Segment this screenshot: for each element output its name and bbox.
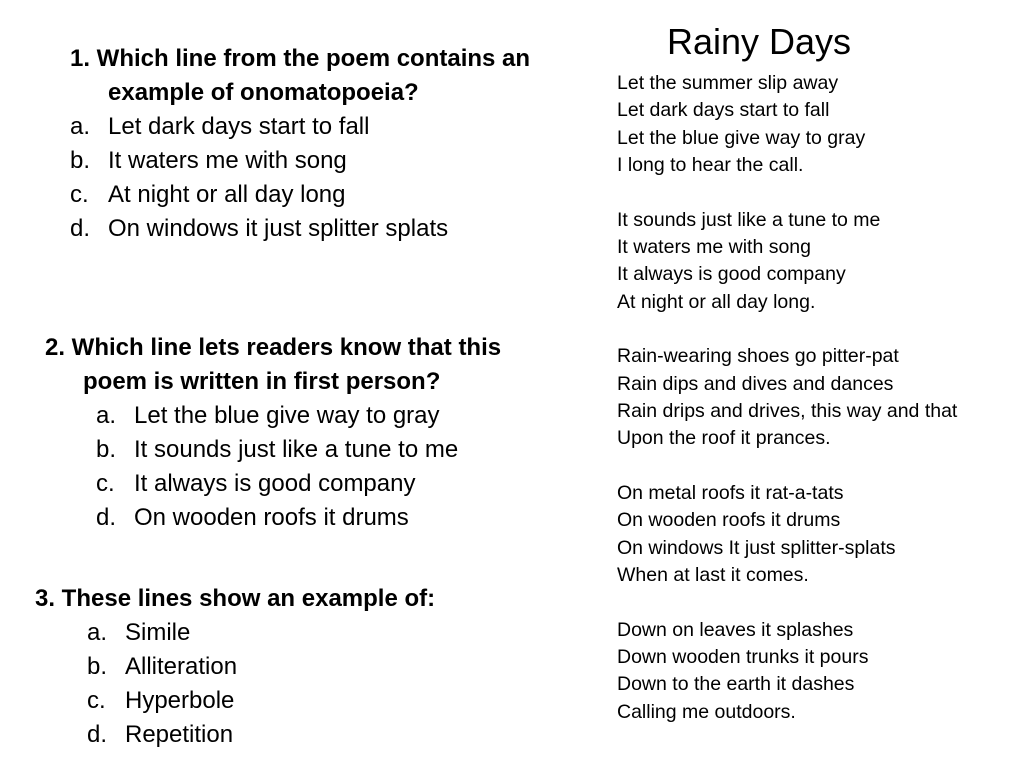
option-letter: c.	[70, 181, 89, 208]
question-2-option-d	[96, 501, 545, 535]
question-1-option-c	[70, 178, 540, 212]
option-text: On windows it just splitter splats	[108, 215, 449, 242]
poem-stanza-2	[617, 207, 1017, 317]
option-letter: c.	[87, 687, 106, 714]
option-letter: b.	[70, 147, 91, 174]
question-3-option-d	[87, 718, 575, 752]
question-2-option-c	[96, 467, 545, 501]
option-letter: d.	[96, 504, 117, 531]
question-1-prompt: 1. Which line from the poem contains an example of onomatopoeia?	[70, 45, 531, 106]
option-text: Let dark days start to fall	[108, 113, 370, 140]
option-letter: c.	[96, 470, 115, 497]
question-3-option-a	[87, 616, 575, 650]
poem-stanza-4	[617, 480, 1017, 590]
poem-line: Let the blue give way to gray	[617, 126, 866, 149]
option-letter: d.	[87, 721, 108, 748]
poem-title: Rainy Days	[667, 21, 852, 62]
poem-line: On wooden roofs it drums	[617, 509, 841, 532]
question-2-option-b	[96, 433, 545, 467]
poem-line: Let dark days start to fall	[617, 99, 830, 122]
question-3	[35, 582, 575, 752]
option-text: It sounds just like a tune to me	[134, 436, 459, 463]
option-letter: b.	[87, 653, 108, 680]
question-1-options	[70, 110, 540, 246]
question-3-options	[87, 616, 575, 752]
poem-stanza-5	[617, 617, 1017, 727]
option-text: Repetition	[125, 721, 234, 748]
poem-line: Rain drips and drives, this way and that	[617, 400, 958, 423]
question-1-option-b	[70, 144, 540, 178]
option-letter: a.	[96, 402, 117, 429]
poem-line: On metal roofs it rat-a-tats	[617, 481, 844, 504]
question-1	[70, 42, 540, 246]
poem-line: At night or all day long.	[617, 290, 816, 313]
option-text: At night or all day long	[108, 181, 346, 208]
question-3-prompt: 3. These lines show an example of:	[35, 585, 436, 612]
question-3-option-c	[87, 684, 575, 718]
poem-line: Upon the roof it prances.	[617, 427, 831, 450]
option-text: It waters me with song	[108, 147, 347, 174]
poem-line: Rain dips and dives and dances	[617, 372, 894, 395]
poem-line: It sounds just like a tune to me	[617, 208, 881, 231]
poem-line: I long to hear the call.	[617, 154, 804, 177]
poem-line: Let the summer slip away	[617, 72, 839, 94]
poem-line: Down wooden trunks it pours	[617, 645, 869, 668]
option-text: It always is good company	[134, 470, 416, 497]
question-1-option-d	[70, 212, 540, 246]
poem-stanza-3	[617, 343, 1017, 453]
option-letter: a.	[70, 113, 91, 140]
question-2-option-a	[96, 399, 545, 433]
question-1-option-a	[70, 110, 540, 144]
poem-stanza-1	[617, 70, 1017, 180]
option-text: Let the blue give way to gray	[134, 402, 440, 429]
option-text: Hyperbole	[125, 687, 235, 714]
question-2-prompt: 2. Which line lets readers know that this poem is written in first person?	[45, 334, 502, 395]
poem-line: It always is good company	[617, 263, 846, 286]
poem-line: On windows It just splitter-splats	[617, 536, 896, 559]
poem-line: Down to the earth it dashes	[617, 673, 855, 696]
option-text: Alliteration	[125, 653, 238, 680]
poem-line: Down on leaves it splashes	[617, 618, 854, 641]
poem-line: Calling me outdoors.	[617, 700, 796, 723]
option-text: Simile	[125, 619, 191, 646]
question-2-options	[96, 399, 545, 535]
option-letter: d.	[70, 215, 91, 242]
poem-line: Rain-wearing shoes go pitter-pat	[617, 345, 899, 368]
poem-line: When at last it comes.	[617, 564, 809, 587]
question-3-option-b	[87, 650, 575, 684]
option-letter: b.	[96, 436, 117, 463]
option-text: On wooden roofs it drums	[134, 504, 409, 531]
question-2	[45, 331, 545, 535]
poem	[617, 18, 1017, 726]
option-letter: a.	[87, 619, 108, 646]
poem-line: It waters me with song	[617, 236, 811, 259]
